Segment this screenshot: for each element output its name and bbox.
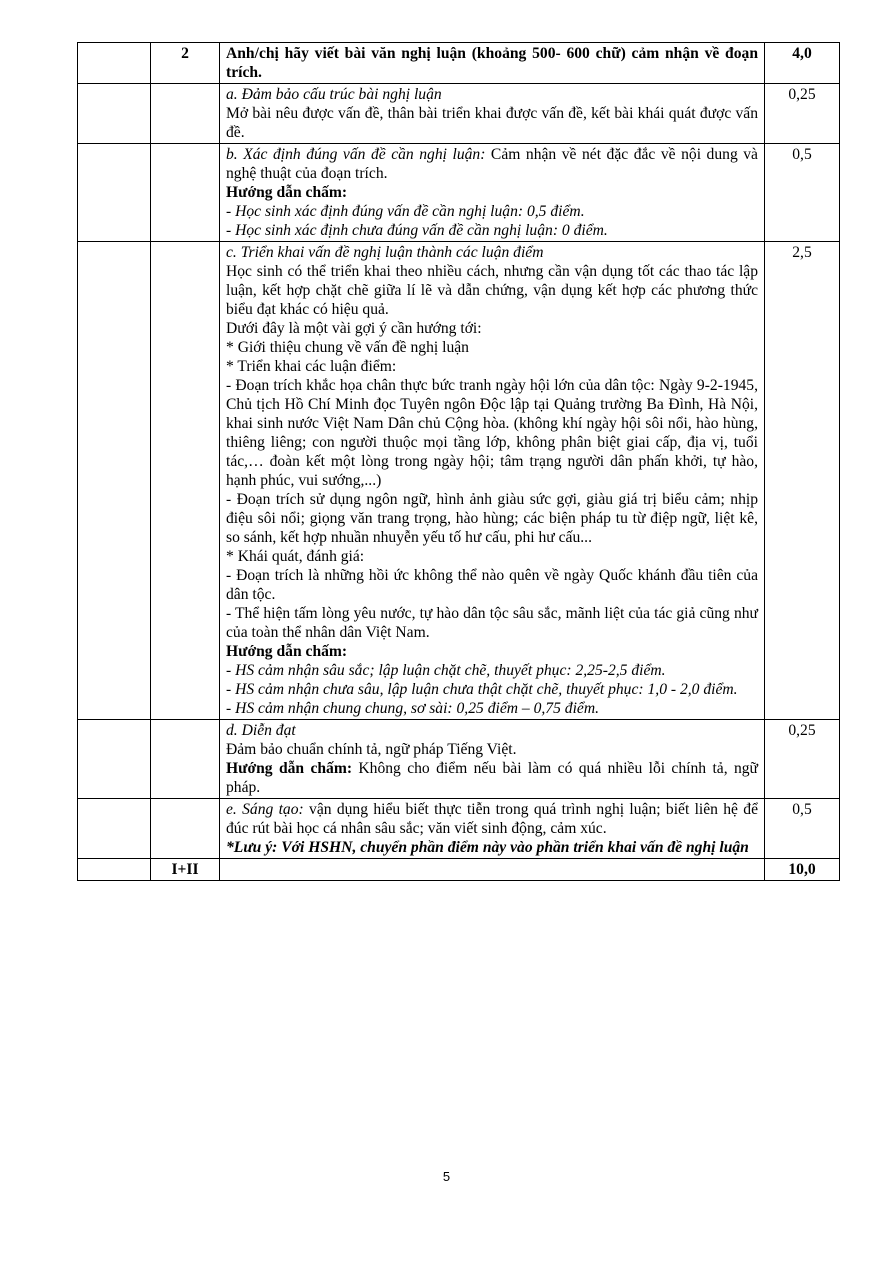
criterion-e-note: *Lưu ý: Với HSHN, chuyển phần điểm này vào phần triển khai vấn đề nghị luận [226,839,749,856]
criterion-e-row [78,799,840,859]
page-number: 5 [442,1169,451,1184]
criterion-e-heading: e. Sáng tạo: [226,801,304,818]
criterion-d-guide-title: Hướng dẫn chấm: [226,760,353,777]
criterion-b-heading: b. Xác định đúng vấn đề cần nghị luận: [226,146,486,163]
question-row [78,43,840,84]
criterion-b-guide-2: - Học sinh xác định chưa đúng vấn đề cần nghị luận: 0 điểm. [226,222,608,239]
criterion-c-score: 2,5 [765,242,840,720]
criterion-c-suggest: Dưới đây là một vài gợi ý cần hướng tới: [226,320,482,337]
criterion-e-content [220,799,765,859]
criterion-c-guide-3: - HS cảm nhận chung chung, sơ sài: 0,25 điểm – 0,75 điểm. [226,700,599,717]
total-score: 10,0 [765,859,840,881]
criterion-d-content [220,720,765,799]
part-cell [78,43,151,84]
criterion-c-point-6: - Đoạn trích là những hồi ức không thể nào quên về ngày Quốc khánh đầu tiên của dân tộc. [226,567,758,603]
question-number: 2 [151,43,220,84]
criterion-d-text: Đảm bảo chuẩn chính tả, ngữ pháp Tiếng Việt. [226,741,517,758]
criterion-c-guide-1: - HS cảm nhận sâu sắc; lập luận chặt chẽ, thuyết phục: 2,25-2,5 điểm. [226,662,666,679]
grading-table [77,42,840,881]
criterion-c-point-7: - Thể hiện tấm lòng yêu nước, tự hào dân tộc sâu sắc, mãnh liệt của tác giả cũng như của toàn thể nhân dân Việt Nam. [226,605,758,641]
criterion-b-guide-1: - Học sinh xác định đúng vấn đề cần nghị luận: 0,5 điểm. [226,203,585,220]
criterion-b-score: 0,5 [765,144,840,242]
criterion-d-guide-text: Không cho điểm nếu bài làm có quá nhiều lỗi chính tả, ngữ pháp. [226,760,758,796]
criterion-b-content [220,144,765,242]
criterion-a-score: 0,25 [765,84,840,144]
criterion-d-heading: d. Diễn đạt [226,722,296,739]
criterion-c-point-2: * Triển khai các luận điểm: [226,358,397,375]
criterion-d-score: 0,25 [765,720,840,799]
criterion-c-intro: Học sinh có thể triển khai theo nhiều cách, nhưng cần vận dụng tốt các thao tác lập luận, kết hợp chặt chẽ giữa lí lẽ và dẫn chứng, vận dụng kết hợp các phương thức biểu đạt khác có hiệu quả. [226,263,758,318]
total-label: I+II [151,859,220,881]
criterion-a-heading: a. Đảm bảo cấu trúc bài nghị luận [226,86,442,103]
criterion-a-text: Mở bài nêu được vấn đề, thân bài triển khai được vấn đề, kết bài khái quát được vấn đề. [226,105,758,141]
criterion-d-row [78,720,840,799]
criterion-a-content [220,84,765,144]
criterion-c-guide-2: - HS cảm nhận chưa sâu, lập luận chưa thật chặt chẽ, thuyết phục: 1,0 - 2,0 điểm. [226,681,738,698]
criterion-e-text: vận dụng hiểu biết thực tiễn trong quá trình nghị luận; biết liên hệ để đúc rút bài học cá nhân sâu sắc; văn viết sinh động, cảm xúc. [226,801,758,837]
criterion-c-row [78,242,840,720]
criterion-c-guide-title: Hướng dẫn chấm: [226,643,348,660]
criterion-c-point-5: * Khái quát, đánh giá: [226,548,365,565]
criterion-c-point-1: * Giới thiệu chung về vấn đề nghị luận [226,339,469,356]
criterion-a-row [78,84,840,144]
criterion-c-heading: c. Triển khai vấn đề nghị luận thành các luận điểm [226,244,544,261]
criterion-c-content [220,242,765,720]
criterion-b-text: Cảm nhận về nét đặc đắc về nội dung và nghệ thuật của đoạn trích. [226,146,758,182]
question-score: 4,0 [765,43,840,84]
criterion-c-point-3: - Đoạn trích khắc họa chân thực bức tranh ngày hội lớn của dân tộc: Ngày 9-2-1945, Chủ tịch Hồ Chí Minh đọc Tuyên ngôn Độc lập tại Quảng trường Ba Đình, Hà Nội, khai sinh nước Việt Nam Dân chủ Cộng hòa. (không khí ngày hội sôi nổi, hào hùng, thiêng liêng; con người thuộc mọi tầng lớp, không phân biệt giai cấp, địa vị, tuổi tác,… đoàn kết một lòng trong ngày hội; tâm trạng người dân phấn khởi, tự hào, hạnh phúc, vui sướng,...) [226,377,758,489]
criterion-b-guide-title: Hướng dẫn chấm: [226,184,348,201]
total-row [78,859,840,881]
criterion-b-row [78,144,840,242]
criterion-c-point-4: - Đoạn trích sử dụng ngôn ngữ, hình ảnh giàu sức gợi, giàu giá trị biểu cảm; nhịp điệu sôi nổi; giọng văn trang trọng, hào hùng; các biện pháp tu từ điệp ngữ, liệt kê, so sánh, kết hợp nhuần nhuyễn yếu tố hư cấu, phi hư cấu... [226,491,758,546]
question-text: Anh/chị hãy viết bài văn nghị luận (khoảng 500- 600 chữ) cảm nhận về đoạn trích. [220,43,765,84]
criterion-e-score: 0,5 [765,799,840,859]
